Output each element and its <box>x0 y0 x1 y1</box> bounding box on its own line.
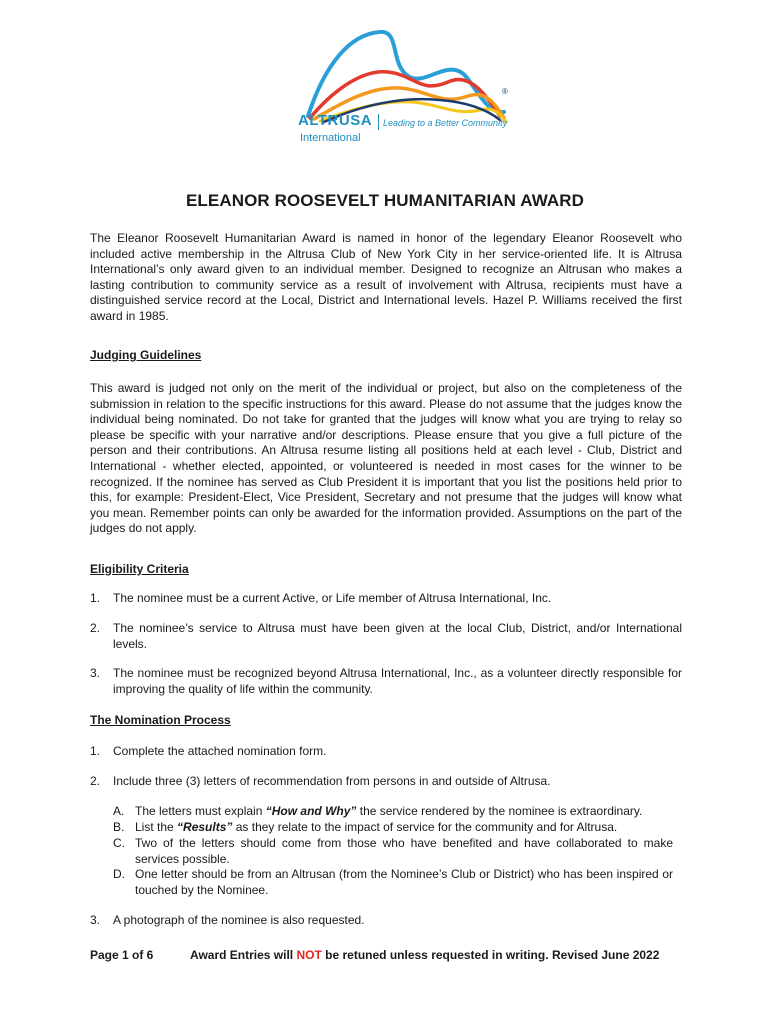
item-text: The nominee’s service to Altrusa must have been given at the local Club, District, and/or International levels. <box>113 621 682 651</box>
subitem-letter: D. <box>113 867 125 881</box>
item-text: The nominee must be a current Active, or Life member of Altrusa International, Inc. <box>113 591 552 605</box>
document-title: ELEANOR ROOSEVELT HUMANITARIAN AWARD <box>185 191 585 210</box>
subitem-letter: C. <box>113 836 125 850</box>
item-text: The nominee must be recognized beyond Altrusa International, Inc., as a volunteer directly responsible for improving the quality of life within the community. <box>113 666 682 696</box>
eligibility-item <box>90 621 682 652</box>
judging-heading: Judging Guidelines <box>90 348 202 362</box>
logo-tagline: Leading to a Better Community <box>383 118 508 128</box>
footer-revised: Revised June 2022 <box>552 948 660 962</box>
subitem-text: One letter should be from an Altrusan (from the Nominee’s Club or District) who has been inspired or touched by the Nominee. <box>135 867 673 897</box>
eligibility-item <box>90 666 682 697</box>
footer-note-text: be retuned unless requested in writing. <box>321 948 549 962</box>
footer-note <box>190 948 549 962</box>
process-item <box>90 913 682 929</box>
intro-paragraph: The Eleanor Roosevelt Humanitarian Award is named in honor of the legendary Eleanor Roosevelt who included active membership in the Altrusa Club of New York City in her service-oriented life. It is Altrusa International’s only award given to an individual member. Designed to recognize an Altrusan who makes a lasting contribution to community service as a result of involvement with Altrusa, recipients must have a distinguished service record at the Local, District and International levels. Hazel P. Williams received the first award in 1985. <box>90 231 682 323</box>
process-subitem <box>113 836 673 867</box>
process-heading: The Nomination Process <box>90 713 231 727</box>
item-text: Complete the attached nomination form. <box>113 744 327 758</box>
process-subitem <box>113 867 673 898</box>
registered-mark: ® <box>502 87 508 96</box>
altrusa-logo <box>290 24 530 149</box>
subitem-letter: A. <box>113 804 125 818</box>
altrusa-swoosh-icon <box>290 24 530 149</box>
process-subitem <box>113 804 673 820</box>
footer-note-text: Award Entries will <box>190 948 297 962</box>
logo-divider <box>378 114 379 130</box>
subitem-letter: B. <box>113 820 125 834</box>
subitem-text: The letters must explain <box>135 804 266 818</box>
subitem-text: the service rendered by the nominee is extraordinary. <box>356 804 643 818</box>
item-number: 1. <box>90 591 101 605</box>
item-number: 3. <box>90 913 101 927</box>
emphasis-text: “Results” <box>177 820 233 834</box>
item-text: A photograph of the nominee is also requested. <box>113 913 365 927</box>
eligibility-heading: Eligibility Criteria <box>90 562 189 576</box>
logo-sub: International <box>300 132 361 144</box>
emphasis-text: “How and Why” <box>265 804 357 818</box>
subitem-text: as they relate to the impact of service for the community and for Altrusa. <box>232 820 618 834</box>
eligibility-item <box>90 591 682 607</box>
footer-note-not: NOT <box>296 948 322 962</box>
process-subitem <box>113 820 673 836</box>
item-number: 2. <box>90 621 101 635</box>
judging-paragraph: This award is judged not only on the merit of the individual or project, but also on the completeness of the submission in relation to the specific instructions for this award. Please do not assume that the judges know the individual being nominated. Do not take for granted that the judges will know what you are trying to relay so please be specific with your narrative and/or descriptions. Please ensure that you give a full picture of the person and their contributions. An Altrusa resume listing all positions held at each level - Club, District and International - whether elected, appointed, or volunteered is needed in most cases for the winner to be recognized. If the nominee has served as Club President it is important that you list the positions held prior to this, for example: President-Elect, Vice President, Secretary and not presume that the judges will know what you mean. Remember points can only be awarded for the information provided. Assumptions on the part of the judges do not apply. <box>90 381 682 536</box>
item-number: 3. <box>90 666 101 680</box>
subitem-text: Two of the letters should come from those who have benefited and have collaborated to make services possible. <box>135 836 673 866</box>
item-number: 1. <box>90 744 101 758</box>
item-text: Include three (3) letters of recommendation from persons in and outside of Altrusa. <box>113 774 551 788</box>
process-item <box>90 774 682 790</box>
logo-brand: ALTRUSA <box>298 112 373 129</box>
item-number: 2. <box>90 774 101 788</box>
process-item <box>90 744 682 760</box>
footer-page-number: Page 1 of 6 <box>90 948 154 962</box>
subitem-text: List the <box>135 820 178 834</box>
